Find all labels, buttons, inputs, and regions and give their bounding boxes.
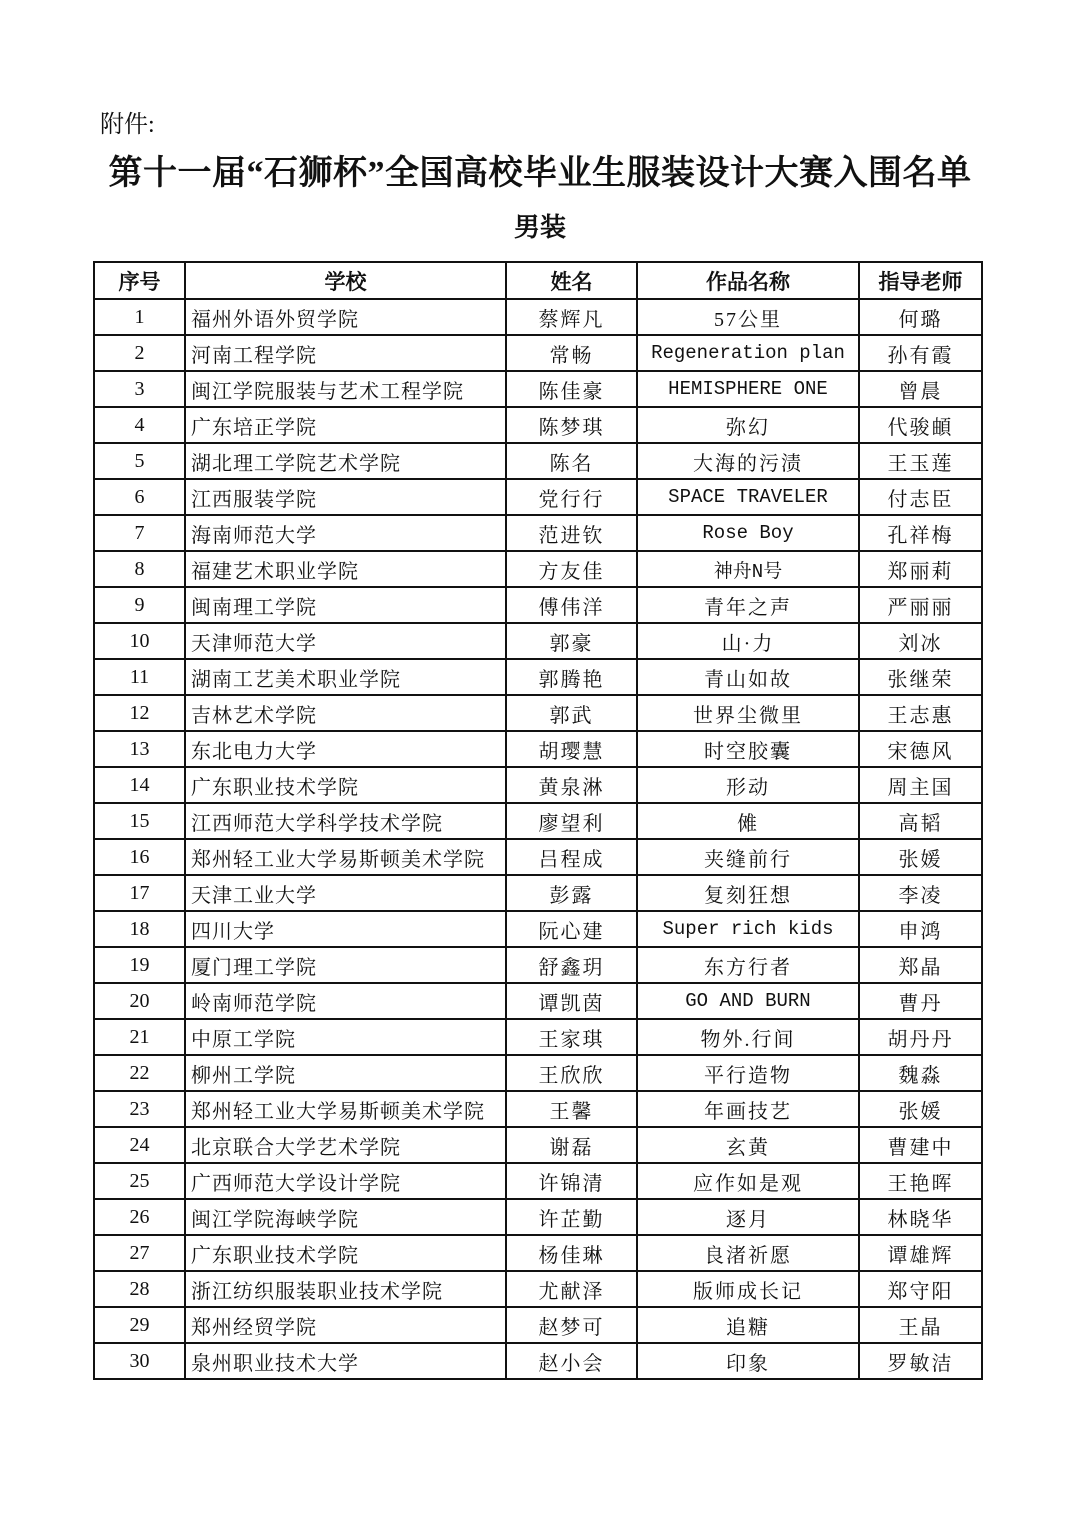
- cell-advisor: 高韬: [859, 803, 982, 839]
- cell-work-title: Super rich kids: [637, 911, 859, 947]
- header-advisor: 指导老师: [859, 262, 982, 299]
- cell-advisor: 申鸿: [859, 911, 982, 947]
- table-row: [94, 479, 982, 515]
- cell-work-title: 57公里: [637, 299, 859, 335]
- cell-index: 2: [94, 335, 185, 371]
- cell-index: 17: [94, 875, 185, 911]
- cell-index: 9: [94, 587, 185, 623]
- table-row: [94, 1091, 982, 1127]
- cell-school: 浙江纺织服装职业技术学院: [185, 1271, 506, 1307]
- table-row: [94, 1127, 982, 1163]
- cell-school: 北京联合大学艺术学院: [185, 1127, 506, 1163]
- table-row: [94, 1271, 982, 1307]
- cell-work-title: 大海的污渍: [637, 443, 859, 479]
- cell-name: 郭腾艳: [506, 659, 637, 695]
- cell-index: 11: [94, 659, 185, 695]
- table-row: [94, 371, 982, 407]
- cell-work-title: 逐月: [637, 1199, 859, 1235]
- cell-advisor: 付志臣: [859, 479, 982, 515]
- cell-work-title: 追糖: [637, 1307, 859, 1343]
- category-subtitle: 男装: [513, 213, 566, 242]
- cell-name: 蔡辉凡: [506, 299, 637, 335]
- cell-index: 20: [94, 983, 185, 1019]
- cell-school: 湖南工艺美术职业学院: [185, 659, 506, 695]
- cell-advisor: 王志惠: [859, 695, 982, 731]
- cell-work-title: SPACE TRAVELER: [637, 479, 859, 515]
- cell-advisor: 曹建中: [859, 1127, 982, 1163]
- cell-advisor: 罗敏洁: [859, 1343, 982, 1379]
- cell-work-title: 复刻狂想: [637, 875, 859, 911]
- cell-name: 党行行: [506, 479, 637, 515]
- cell-school: 河南工程学院: [185, 335, 506, 371]
- cell-index: 27: [94, 1235, 185, 1271]
- cell-index: 10: [94, 623, 185, 659]
- cell-work-title: 版师成长记: [637, 1271, 859, 1307]
- cell-advisor: 林晓华: [859, 1199, 982, 1235]
- cell-name: 王家琪: [506, 1019, 637, 1055]
- cell-name: 赵梦可: [506, 1307, 637, 1343]
- cell-work-title: 青山如故: [637, 659, 859, 695]
- table-row: [94, 875, 982, 911]
- cell-advisor: 严丽丽: [859, 587, 982, 623]
- cell-advisor: 王晶: [859, 1307, 982, 1343]
- cell-advisor: 郑晶: [859, 947, 982, 983]
- cell-index: 8: [94, 551, 185, 587]
- cell-advisor: 郑丽莉: [859, 551, 982, 587]
- cell-school: 四川大学: [185, 911, 506, 947]
- cell-name: 彭露: [506, 875, 637, 911]
- cell-school: 福州外语外贸学院: [185, 299, 506, 335]
- cell-work-title: Rose Boy: [637, 515, 859, 551]
- cell-advisor: 孔祥梅: [859, 515, 982, 551]
- cell-name: 范进钦: [506, 515, 637, 551]
- cell-advisor: 张继荣: [859, 659, 982, 695]
- cell-name: 许芷勤: [506, 1199, 637, 1235]
- cell-index: 23: [94, 1091, 185, 1127]
- cell-advisor: 代骏頔: [859, 407, 982, 443]
- table-row: [94, 551, 982, 587]
- cell-work-title: 年画技艺: [637, 1091, 859, 1127]
- cell-advisor: 宋德风: [859, 731, 982, 767]
- cell-name: 黄泉淋: [506, 767, 637, 803]
- cell-school: 广西师范大学设计学院: [185, 1163, 506, 1199]
- cell-name: 郭豪: [506, 623, 637, 659]
- cell-school: 广东职业技术学院: [185, 767, 506, 803]
- cell-school: 广东职业技术学院: [185, 1235, 506, 1271]
- table-row: [94, 1199, 982, 1235]
- table-row: [94, 299, 982, 335]
- cell-work-title: 夹缝前行: [637, 839, 859, 875]
- cell-advisor: 谭雄辉: [859, 1235, 982, 1271]
- cell-school: 郑州轻工业大学易斯顿美术学院: [185, 839, 506, 875]
- cell-work-title: HEMISPHERE ONE: [637, 371, 859, 407]
- cell-name: 谭凯茵: [506, 983, 637, 1019]
- cell-index: 15: [94, 803, 185, 839]
- table-row: [94, 731, 982, 767]
- table-row: [94, 803, 982, 839]
- table-row: [94, 947, 982, 983]
- cell-name: 方友佳: [506, 551, 637, 587]
- cell-name: 陈佳豪: [506, 371, 637, 407]
- cell-work-title: 山·力: [637, 623, 859, 659]
- cell-school: 中原工学院: [185, 1019, 506, 1055]
- cell-index: 12: [94, 695, 185, 731]
- header-work-title: 作品名称: [637, 262, 859, 299]
- cell-school: 闽江学院服装与艺术工程学院: [185, 371, 506, 407]
- cell-work-title: 时空胶囊: [637, 731, 859, 767]
- cell-name: 杨佳琳: [506, 1235, 637, 1271]
- cell-school: 福建艺术职业学院: [185, 551, 506, 587]
- cell-index: 28: [94, 1271, 185, 1307]
- cell-work-title: GO AND BURN: [637, 983, 859, 1019]
- cell-school: 吉林艺术学院: [185, 695, 506, 731]
- cell-index: 19: [94, 947, 185, 983]
- cell-index: 30: [94, 1343, 185, 1379]
- table-row: [94, 1307, 982, 1343]
- cell-work-title: 良渚祈愿: [637, 1235, 859, 1271]
- table-row: [94, 1235, 982, 1271]
- cell-work-title: 世界尘微里: [637, 695, 859, 731]
- cell-school: 广东培正学院: [185, 407, 506, 443]
- cell-name: 陈梦琪: [506, 407, 637, 443]
- cell-school: 东北电力大学: [185, 731, 506, 767]
- cell-advisor: 李凌: [859, 875, 982, 911]
- cell-index: 29: [94, 1307, 185, 1343]
- header-school: 学校: [185, 262, 506, 299]
- table-row: [94, 911, 982, 947]
- cell-school: 岭南师范学院: [185, 983, 506, 1019]
- cell-school: 江西服装学院: [185, 479, 506, 515]
- cell-index: 1: [94, 299, 185, 335]
- cell-name: 阮心建: [506, 911, 637, 947]
- cell-work-title: 应作如是观: [637, 1163, 859, 1199]
- cell-school: 郑州经贸学院: [185, 1307, 506, 1343]
- cell-work-title: 神舟N号: [637, 551, 859, 587]
- cell-index: 5: [94, 443, 185, 479]
- cell-index: 24: [94, 1127, 185, 1163]
- cell-advisor: 魏淼: [859, 1055, 982, 1091]
- cell-index: 14: [94, 767, 185, 803]
- cell-work-title: 印象: [637, 1343, 859, 1379]
- cell-index: 26: [94, 1199, 185, 1235]
- cell-index: 25: [94, 1163, 185, 1199]
- cell-school: 天津师范大学: [185, 623, 506, 659]
- cell-name: 许锦清: [506, 1163, 637, 1199]
- cell-name: 傅伟洋: [506, 587, 637, 623]
- cell-name: 廖望利: [506, 803, 637, 839]
- cell-advisor: 王艳晖: [859, 1163, 982, 1199]
- table-header-row: [94, 262, 982, 299]
- table-row: [94, 407, 982, 443]
- cell-name: 陈名: [506, 443, 637, 479]
- cell-advisor: 曹丹: [859, 983, 982, 1019]
- cell-name: 王馨: [506, 1091, 637, 1127]
- cell-work-title: 形动: [637, 767, 859, 803]
- cell-work-title: 傩: [637, 803, 859, 839]
- table-row: [94, 1343, 982, 1379]
- header-name: 姓名: [506, 262, 637, 299]
- cell-advisor: 张媛: [859, 839, 982, 875]
- cell-school: 郑州轻工业大学易斯顿美术学院: [185, 1091, 506, 1127]
- cell-school: 厦门理工学院: [185, 947, 506, 983]
- cell-work-title: 东方行者: [637, 947, 859, 983]
- table-row: [94, 1055, 982, 1091]
- table-row: [94, 515, 982, 551]
- finalist-table: [93, 261, 983, 1380]
- table-row: [94, 659, 982, 695]
- cell-advisor: 胡丹丹: [859, 1019, 982, 1055]
- cell-school: 天津工业大学: [185, 875, 506, 911]
- header-index: 序号: [94, 262, 185, 299]
- cell-index: 13: [94, 731, 185, 767]
- table-row: [94, 839, 982, 875]
- cell-name: 郭武: [506, 695, 637, 731]
- cell-name: 胡璎慧: [506, 731, 637, 767]
- cell-work-title: 物外.行间: [637, 1019, 859, 1055]
- attachment-label: 附件:: [100, 112, 155, 138]
- cell-name: 吕程成: [506, 839, 637, 875]
- table-row: [94, 443, 982, 479]
- cell-advisor: 曾晨: [859, 371, 982, 407]
- cell-index: 18: [94, 911, 185, 947]
- cell-advisor: 孙有霞: [859, 335, 982, 371]
- cell-advisor: 郑守阳: [859, 1271, 982, 1307]
- cell-index: 21: [94, 1019, 185, 1055]
- cell-advisor: 何璐: [859, 299, 982, 335]
- cell-name: 尤献泽: [506, 1271, 637, 1307]
- cell-advisor: 刘冰: [859, 623, 982, 659]
- cell-advisor: 周主国: [859, 767, 982, 803]
- table-row: [94, 767, 982, 803]
- cell-work-title: Regeneration plan: [637, 335, 859, 371]
- cell-work-title: 平行造物: [637, 1055, 859, 1091]
- cell-name: 舒鑫玥: [506, 947, 637, 983]
- cell-advisor: 王玉莲: [859, 443, 982, 479]
- table-row: [94, 1019, 982, 1055]
- table-row: [94, 587, 982, 623]
- table-row: [94, 983, 982, 1019]
- cell-school: 泉州职业技术大学: [185, 1343, 506, 1379]
- table-row: [94, 695, 982, 731]
- cell-school: 海南师范大学: [185, 515, 506, 551]
- cell-work-title: 青年之声: [637, 587, 859, 623]
- cell-name: 王欣欣: [506, 1055, 637, 1091]
- table-row: [94, 623, 982, 659]
- cell-school: 闽江学院海峡学院: [185, 1199, 506, 1235]
- cell-index: 7: [94, 515, 185, 551]
- cell-advisor: 张媛: [859, 1091, 982, 1127]
- cell-index: 22: [94, 1055, 185, 1091]
- cell-index: 6: [94, 479, 185, 515]
- cell-index: 4: [94, 407, 185, 443]
- cell-school: 湖北理工学院艺术学院: [185, 443, 506, 479]
- table-row: [94, 1163, 982, 1199]
- cell-name: 赵小会: [506, 1343, 637, 1379]
- document-title: 第十一届“石狮杯”全国高校毕业生服装设计大赛入围名单: [108, 155, 972, 192]
- cell-school: 闽南理工学院: [185, 587, 506, 623]
- cell-index: 3: [94, 371, 185, 407]
- table-row: [94, 335, 982, 371]
- cell-index: 16: [94, 839, 185, 875]
- cell-work-title: 弥幻: [637, 407, 859, 443]
- cell-name: 常畅: [506, 335, 637, 371]
- cell-school: 柳州工学院: [185, 1055, 506, 1091]
- cell-school: 江西师范大学科学技术学院: [185, 803, 506, 839]
- cell-work-title: 玄黄: [637, 1127, 859, 1163]
- cell-name: 谢磊: [506, 1127, 637, 1163]
